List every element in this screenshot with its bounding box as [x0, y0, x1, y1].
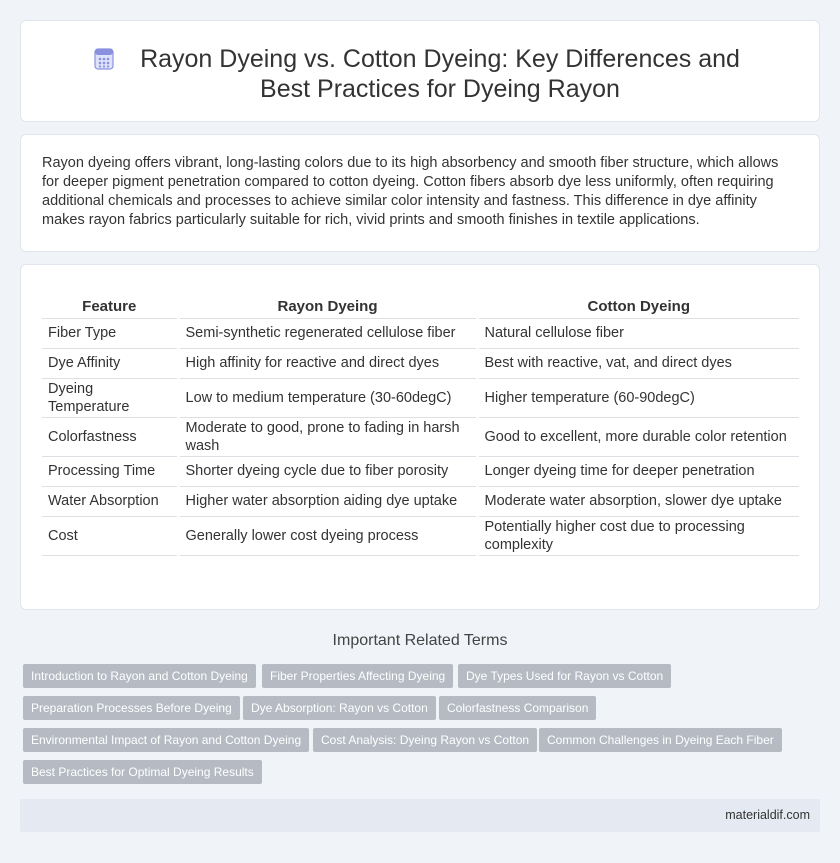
rayon-cell: Generally lower cost dyeing process: [178, 516, 477, 555]
related-term-tag[interactable]: Environmental Impact of Rayon and Cotton Dyeing: [23, 728, 309, 752]
feature-cell: Processing Time: [42, 456, 178, 486]
rayon-cell: Shorter dyeing cycle due to fiber porosity: [178, 456, 477, 486]
rayon-cell: Moderate to good, prone to fading in harsh wash: [178, 417, 477, 456]
cotton-cell: Natural cellulose fiber: [477, 318, 799, 348]
comparison-table: [42, 296, 799, 556]
comparison-card: [20, 264, 820, 610]
table-row: [42, 486, 799, 516]
table-row: [42, 417, 799, 456]
table-row: [42, 516, 799, 555]
cotton-cell: Best with reactive, vat, and direct dyes: [477, 348, 799, 378]
header-feature: Feature: [42, 296, 178, 318]
intro-card: [20, 134, 820, 252]
feature-cell: Dye Affinity: [42, 348, 178, 378]
feature-cell: Cost: [42, 516, 178, 555]
intro-paragraph: Rayon dyeing offers vibrant, long-lasting colors due to its high absorbency and smooth fiber structure, which allows for deeper pigment penetration compared to cotton dyeing. Cotton fibers absorb dye less uniformly, often requiring additional chemicals and processes to achieve similar color intensity and fastness. This difference in dye affinity makes rayon fabrics particularly suitable for rich, vivid prints and smooth finishes in textile applications.: [42, 155, 779, 228]
related-term-tag[interactable]: Preparation Processes Before Dyeing: [23, 696, 240, 720]
page-title: Rayon Dyeing vs. Cotton Dyeing: Key Differences and Best Practices for Dyeing Rayon: [140, 45, 740, 103]
cotton-cell: Higher temperature (60-90degC): [477, 378, 799, 417]
rayon-cell: Low to medium temperature (30-60degC): [178, 378, 477, 417]
related-term-tag[interactable]: Best Practices for Optimal Dyeing Results: [23, 760, 262, 784]
related-term-tag[interactable]: Colorfastness Comparison: [439, 696, 596, 720]
feature-cell: Water Absorption: [42, 486, 178, 516]
cotton-cell: Potentially higher cost due to processing complexity: [477, 516, 799, 555]
related-term-tag[interactable]: Introduction to Rayon and Cotton Dyeing: [23, 664, 256, 688]
rayon-cell: Higher water absorption aiding dye uptake: [178, 486, 477, 516]
cotton-cell: Longer dyeing time for deeper penetration: [477, 456, 799, 486]
related-term-tag[interactable]: Dye Types Used for Rayon vs Cotton: [458, 664, 671, 688]
cotton-cell: Moderate water absorption, slower dye uptake: [477, 486, 799, 516]
feature-cell: Dyeing Temperature: [42, 378, 178, 417]
feature-cell: Colorfastness: [42, 417, 178, 456]
rayon-cell: Semi-synthetic regenerated cellulose fiber: [178, 318, 477, 348]
table-row: [42, 456, 799, 486]
table-row: [42, 318, 799, 348]
related-term-tag[interactable]: Dye Absorption: Rayon vs Cotton: [243, 696, 436, 720]
table-row: [42, 348, 799, 378]
footer: [20, 799, 820, 832]
related-terms-heading: Important Related Terms: [332, 632, 508, 649]
footer-site-link[interactable]: materialdif.com: [725, 808, 810, 822]
related-term-tag[interactable]: Fiber Properties Affecting Dyeing: [262, 664, 453, 688]
title-card: [20, 20, 820, 122]
related-term-tag[interactable]: Cost Analysis: Dyeing Rayon vs Cotton: [313, 728, 537, 752]
header-rayon: Rayon Dyeing: [178, 296, 477, 318]
rayon-cell: High affinity for reactive and direct dyes: [178, 348, 477, 378]
feature-cell: Fiber Type: [42, 318, 178, 348]
table-row: [42, 378, 799, 417]
table-header-row: [42, 296, 799, 318]
cotton-cell: Good to excellent, more durable color retention: [477, 417, 799, 456]
related-term-tag[interactable]: Common Challenges in Dyeing Each Fiber: [539, 728, 782, 752]
header-cotton: Cotton Dyeing: [477, 296, 799, 318]
